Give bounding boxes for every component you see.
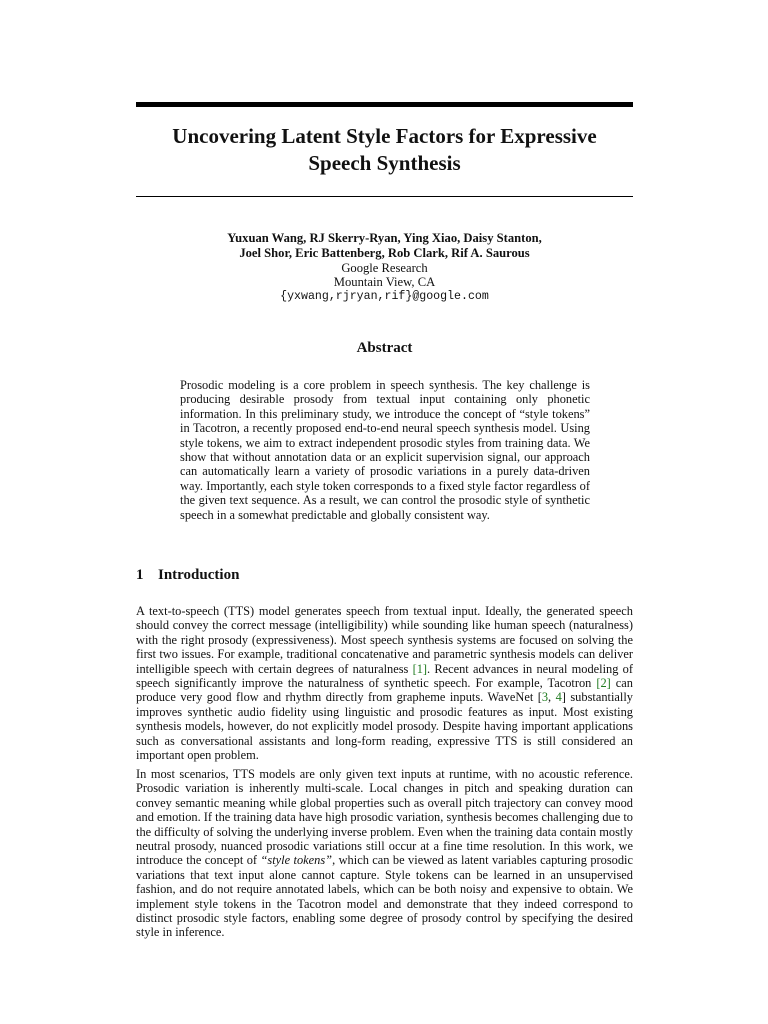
p2-text-a: In most scenarios, TTS models are only given text inputs at runtime, with no acoustic reference. Prosodic variation is inherently multi-scale. Local changes in pitch and speaking duration can convey semantic meaning while global properties such as overall pitch trajectory can convey mood and emotion. If the training data have high prosodic variation, synthesis becomes challenging due to the difficulty of solving the underlying inverse problem. Even when the training data contain mostly neutral prosody, nuanced prosodic variations still occur at a fine time resolution. In this work, we introduce the concept of — [136, 767, 634, 868]
location: Mountain View, CA — [333, 275, 436, 290]
citation-link-2[interactable]: [2] — [596, 676, 611, 691]
style-tokens-term: “style tokens” — [260, 853, 333, 868]
p2-text-b: , which can be viewed as latent variables capturing prosodic variations that text input alone cannot capture. Style tokens can be learned in an unsupervised fashion, and do not require annotated labels, which can be both noisy and expensive to obtain. We implement style tokens in the Tacotron model and demonstrate that they indeed correspond to distinct prosodic style factors, enabling some degree of prosody control by specifying the desired style in inference. — [136, 853, 633, 940]
p1-sep: , — [548, 690, 556, 705]
title-bottom-rule — [136, 196, 633, 197]
author-names-line-1: Yuxuan Wang, RJ Skerry-Ryan, Ying Xiao, Daisy Stanton, — [227, 231, 542, 245]
citation-link-3[interactable]: 3 — [541, 690, 549, 705]
intro-paragraph-1 — [136, 604, 633, 762]
p1-text-b: . Recent advances in neural modeling of speech significantly improve the naturalness of synthetic speech. For example, Tacotron — [136, 661, 633, 691]
affiliation: Google Research — [341, 260, 428, 275]
section-heading-introduction — [136, 566, 239, 584]
section-title: Introduction — [158, 567, 240, 583]
p1-text-c: can produce very good flow and rhythm directly from grapheme inputs. WaveNet [ — [136, 676, 633, 705]
intro-paragraph-2 — [136, 767, 633, 940]
citation-link-4[interactable]: 4 — [555, 690, 562, 705]
p1-text-d: ] substantially improves synthetic audio fidelity using linguistic and prosodic features as input. Most existing synthesis models, however, do not explicitly model prosody. Despite having important applications such as conversational assistants and long-form reading, expressive TTS is still considered an important open problem. — [136, 690, 633, 763]
title-top-rule — [136, 102, 633, 107]
author-names-line-2: Joel Shor, Eric Battenberg, Rob Clark, Rif A. Saurous — [239, 245, 530, 260]
author-email: {yxwang,rjryan,rif}@google.com — [280, 290, 489, 304]
abstract-heading: Abstract — [356, 340, 413, 356]
title-line-2: Speech Synthesis — [308, 151, 461, 175]
author-block — [136, 231, 633, 305]
abstract-text: Prosodic modeling is a core problem in speech synthesis. The key challenge is producing desirable prosody from textual input containing only phonetic information. In this preliminary study, we introduce the concept of “style tokens” in Tacotron, a recently proposed end-to-end neural speech synthesis model. Using style tokens, we aim to extract independent prosodic styles from training data. We show that without annotation data or an explicit supervision signal, our approach can automatically learn a variety of prosodic variations in a purely data-driven way. Importantly, each style token corresponds to a fixed style factor regardless of the given text sequence. As a result, we can control the prosodic style of synthetic speech in a somewhat predictable and globally consistent way. — [180, 378, 590, 522]
p1-text-a: A text-to-speech (TTS) model generates speech from textual input. Ideally, the generated speech should convey the correct message (intelligibility) while sounding like human speech (naturalness) with the right prosody (expressiveness). Most speech synthesis systems are focused on solving the first two issues. For example, traditional concatenative and parametric synthesis models can deliver intelligible speech with certain degrees of naturalness — [136, 604, 633, 676]
citation-link-1[interactable]: [1] — [412, 661, 428, 676]
paper-title — [136, 123, 633, 177]
title-line-1: Uncovering Latent Style Factors for Expressive — [172, 124, 597, 148]
section-number: 1 — [136, 567, 144, 583]
